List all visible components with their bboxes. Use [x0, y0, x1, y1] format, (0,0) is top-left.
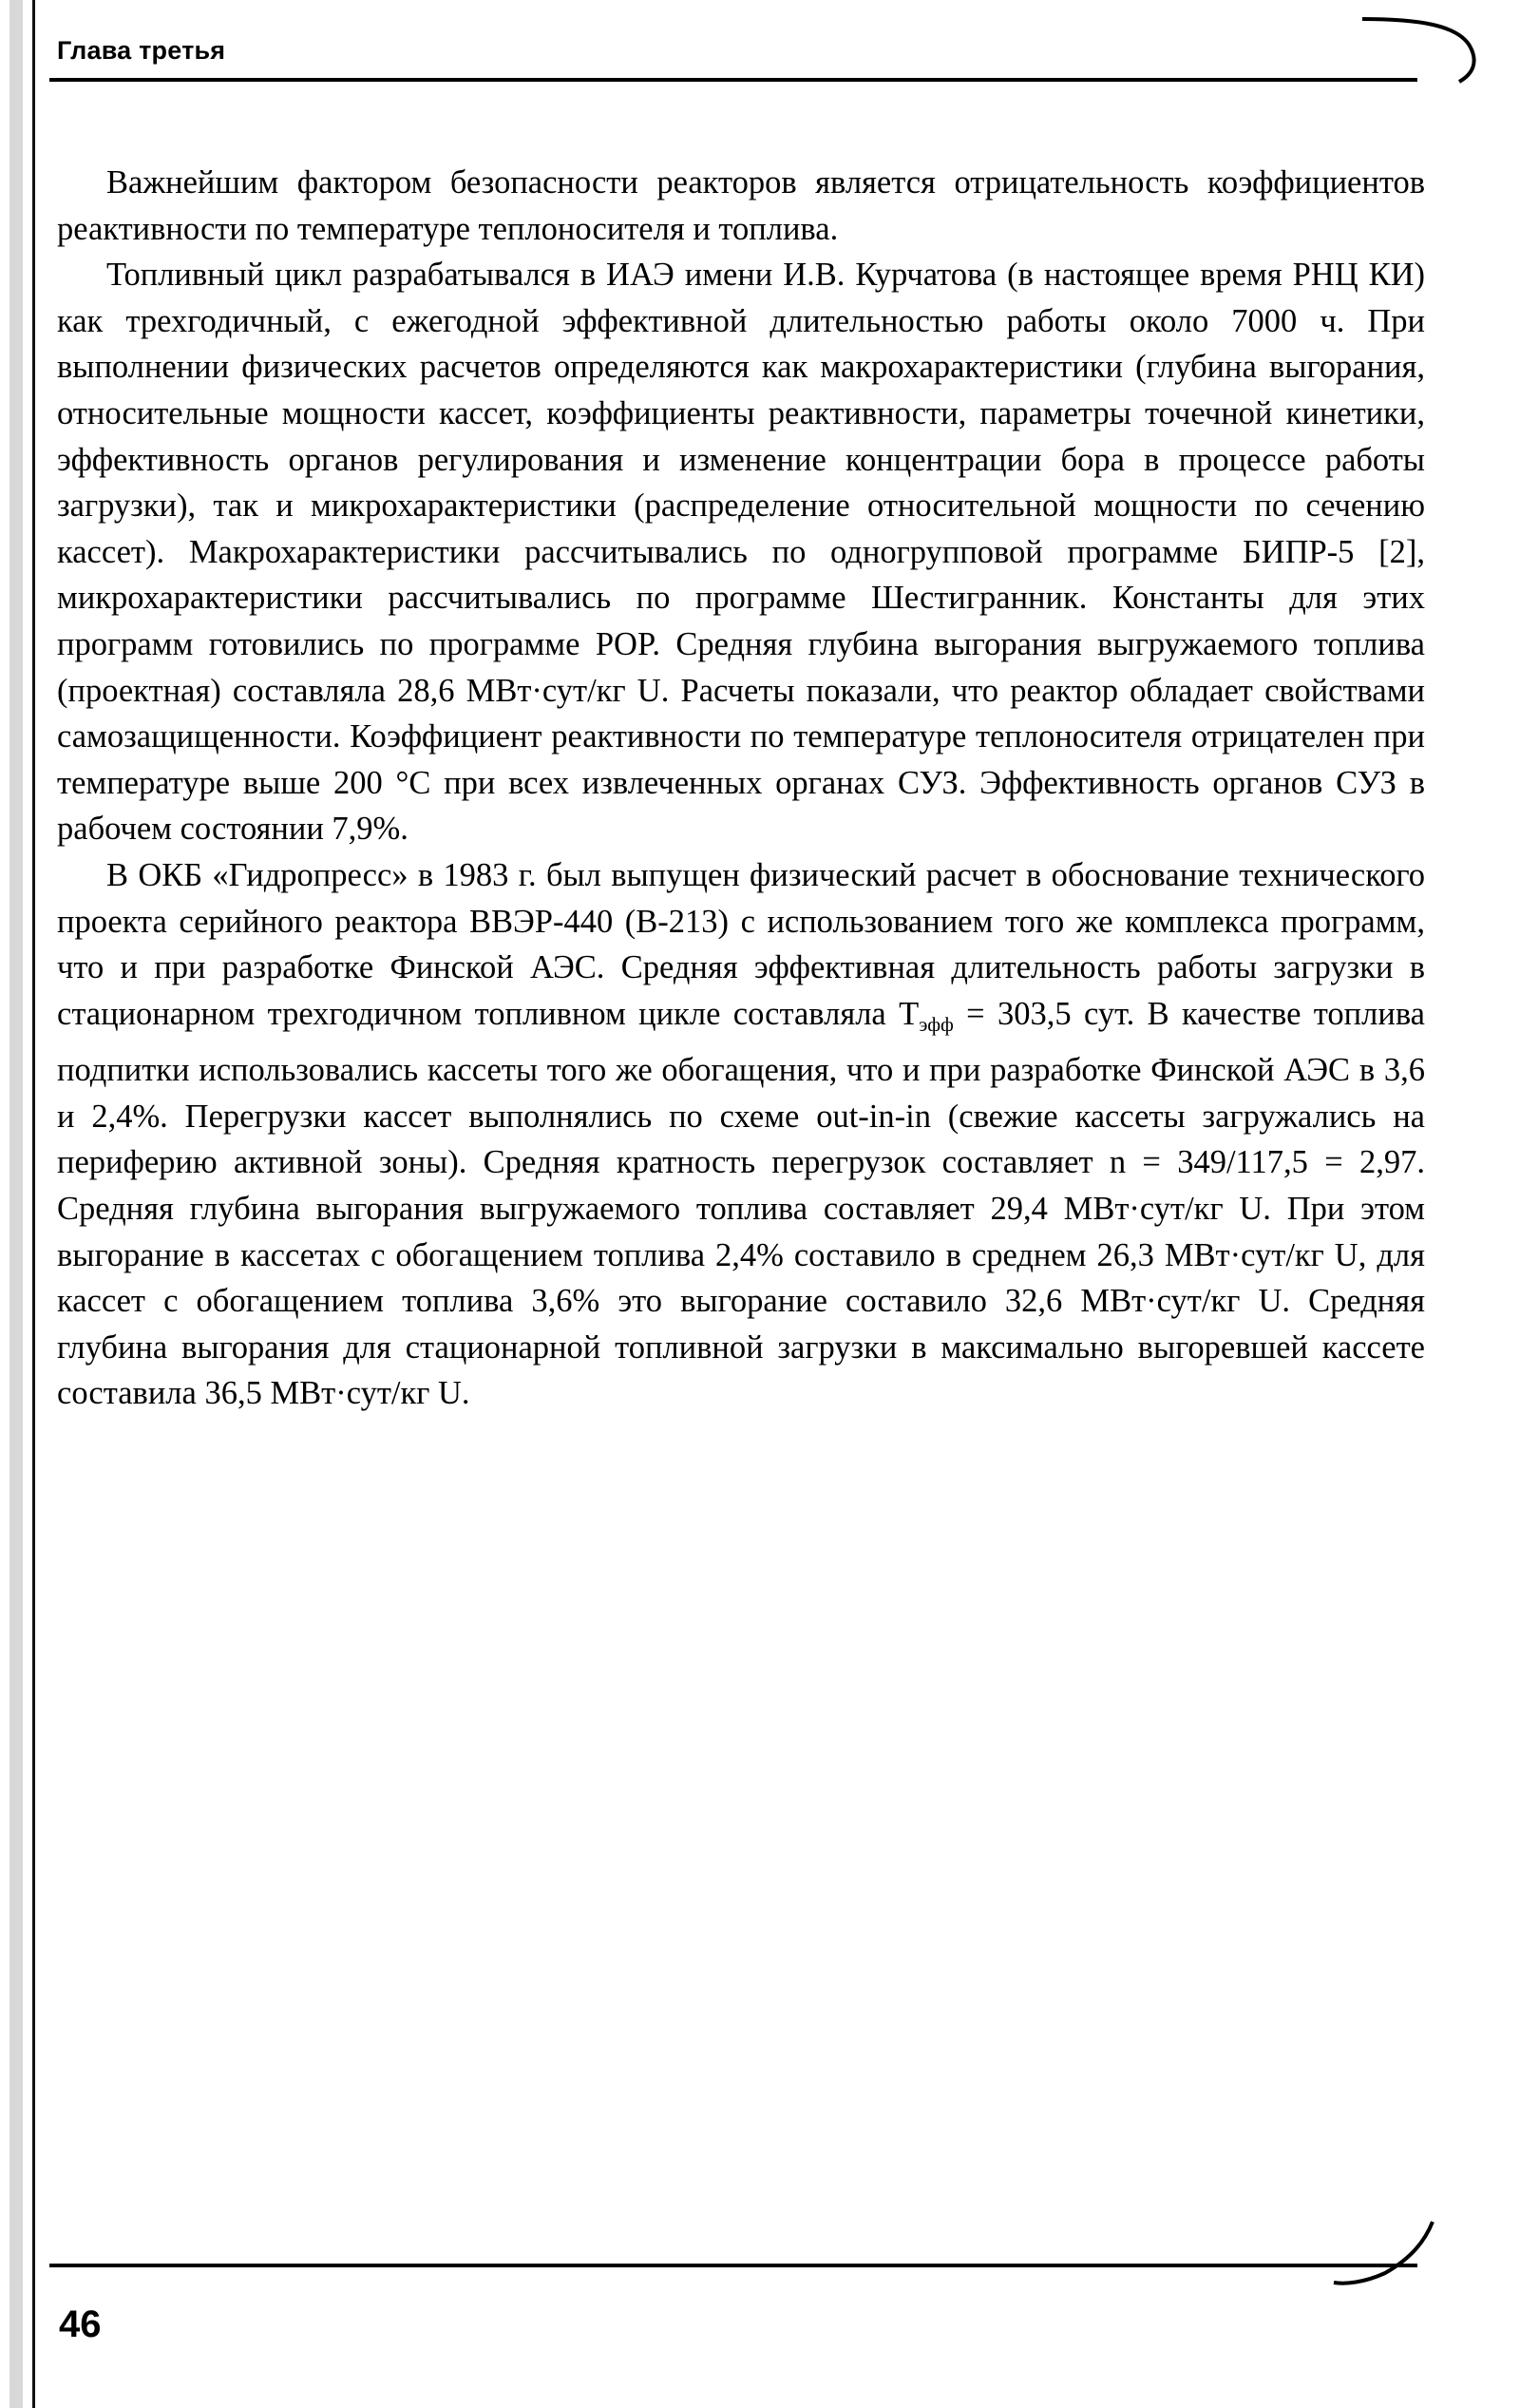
- paragraph-with-subscript: [57, 852, 1425, 1417]
- paragraph-text-part2: = 303,5 сут. В качестве топлива подпитки использовались кассеты того же обогащения, что и при разработке Финской АЭС в 3,6 и 2,4%. Перегрузки кассет выполнялись по схеме out-in-in (свежие кассеты загружались на периферию активной зоны). Средняя кратность перегрузок составляет n = 349/117,5 = 2,97. Средняя глубина выгорания выгружаемого топлива составляет 29,4 МВт·сут/кг U. При этом выгорание в кассетах с обогащением топлива 2,4% составило в среднем 26,3 МВт·сут/кг U, для кассет с обогащением топлива 3,6% это выгорание составило 32,6 МВт·сут/кг U. Средняя глубина выгорания для стационарной топливной загрузки в максимально выгоревшей кассете составила 36,5 МВт·сут/кг U.: [57, 995, 1425, 1412]
- paragraph: Важнейшим фактором безопасности реакторов является отрицательность коэффициентов реактивности по температуре теплоносителя и топлива.: [57, 164, 1425, 247]
- page-body: [57, 160, 1425, 1417]
- header-flourish-icon: [1360, 15, 1484, 87]
- page-header: [49, 36, 1446, 80]
- page-number: 46: [59, 2303, 102, 2345]
- binding-shadow: [10, 0, 23, 2408]
- page-binding-edge: [0, 0, 35, 2408]
- chapter-title: Глава третья: [57, 36, 226, 65]
- subscript-eff: эфф: [919, 1012, 954, 1036]
- footer-flourish-icon: [1330, 2220, 1444, 2286]
- header-rule: [49, 78, 1417, 82]
- paragraph-text-part1: В ОКБ «Гидропресс» в 1983 г. был выпущен физический расчет в обоснование технического проекта серийного реактора ВВЭР-440 (В-213) с использованием того же комплекса программ, что и при разработке Финской АЭС. Средняя эффективная длительность работы загрузки в стационарном трехгодичном топливном цикле составляла T: [57, 856, 1425, 1032]
- footer-rule: [49, 2264, 1417, 2267]
- paragraph: Топливный цикл разрабатывался в ИАЭ имени И.В. Курчатова (в настоящее время РНЦ КИ) как трехгодичный, с ежегодной эффективной длительностью работы около 7000 ч. При выполнении физических расчетов определяются как макрохарактеристики (глубина выгорания, относительные мощности кассет, коэффициенты реактивности, параметры точечной кинетики, эффективность органов регулирования и изменение концентрации бора в процессе работы загрузки), так и микрохарактеристики (распределение относительной мощности по сечению кассет). Макрохарактеристики рассчитывались по одногрупповой программе БИПР-5 [2], микрохарактеристики рассчитывались по программе Шестигранник. Константы для этих программ готовились по программе POP. Средняя глубина выгорания выгружаемого топлива (проектная) составляла 28,6 МВт·сут/кг U. Расчеты показали, что реактор обладает свойствами самозащищенности. Коэффициент реактивности по температуре теплоносителя отрицателен при температуре выше 200 °C при всех извлеченных органах СУЗ. Эффективность органов СУЗ в рабочем состоянии 7,9%.: [57, 257, 1425, 848]
